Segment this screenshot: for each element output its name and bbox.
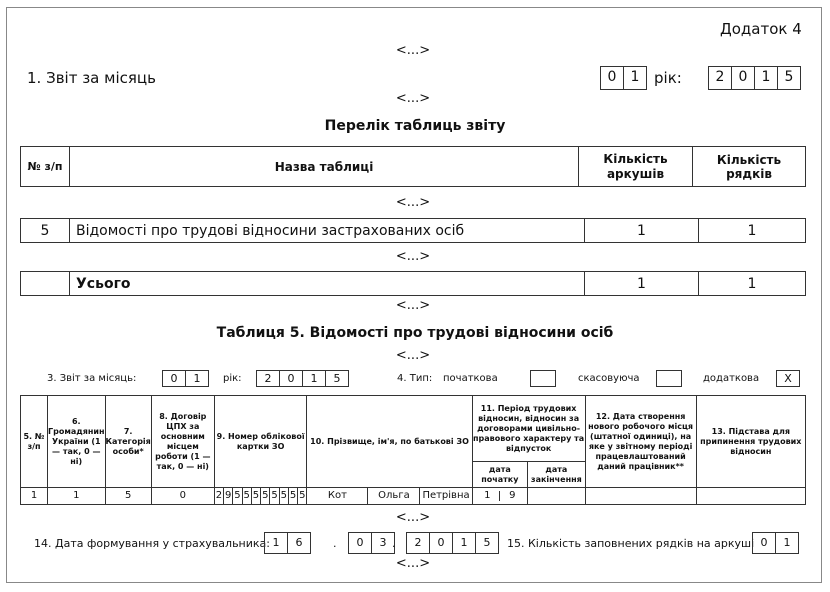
formation-month-digit: 0 [348, 532, 372, 554]
t5-header-9: 9. Номер облікової картки ЗО [214, 396, 307, 488]
list-table-total [20, 271, 806, 296]
type-initial-label: початкова [443, 373, 498, 384]
formation-day-digit: 6 [287, 532, 311, 554]
formation-year-digit: 1 [452, 532, 476, 554]
ellipsis: <...> [395, 298, 431, 313]
total-num [21, 272, 70, 296]
t5-card-digit: 5 [288, 488, 297, 505]
formation-year-digit: 5 [475, 532, 499, 554]
header-sheets: Кількість аркушів [579, 147, 693, 187]
t5-header-11: 11. Період трудових відносин, відносин за договорами цивільно-правового характеру та відпусток [472, 396, 585, 462]
rows-count-digit: 0 [752, 532, 776, 554]
annex-label: Додаток 4 [720, 20, 802, 38]
formation-month-digit: 3 [371, 532, 395, 554]
total-rows: 1 [699, 272, 806, 296]
t5-month-digit: 1 [185, 370, 209, 387]
t5-header-12: 12. Дата створення нового робочого місця (штатної одиниці), на яке у звітному періоді працевлаштований даний працівник** [585, 396, 696, 488]
row-name: Відомості про трудові відносини застрахованих осіб [70, 219, 585, 243]
type-cancel-checkbox[interactable] [656, 370, 682, 387]
year-digit: 1 [754, 66, 778, 90]
t5-row-num: 1 [21, 488, 48, 505]
t5-card-digit: 5 [270, 488, 279, 505]
list-title: Перелік таблиць звіту [324, 118, 506, 134]
row-sheets: 1 [585, 219, 699, 243]
t5-year-digit: 5 [325, 370, 349, 387]
row-num: 5 [21, 219, 70, 243]
type-additional-checkbox[interactable]: X [776, 370, 800, 387]
date-separator: . [333, 537, 337, 550]
t5-header-11-end: дата закінчення [528, 462, 586, 488]
type-additional-label: додаткова [703, 373, 760, 384]
t5-row-surname: Кот [307, 488, 368, 505]
t5-row-start-mark: 9 [509, 490, 516, 501]
t5-card-digit: 9 [224, 488, 233, 505]
list-table-header [20, 146, 806, 187]
t5-header-5: 5. № з/п [21, 396, 48, 488]
header-num: № з/п [21, 147, 70, 187]
t5-year-digit: 0 [279, 370, 303, 387]
formation-year-digit: 0 [429, 532, 453, 554]
ellipsis: <...> [395, 510, 431, 525]
t5-card-digit: 5 [242, 488, 251, 505]
formation-day-digit: 1 [264, 532, 288, 554]
t5-header-13: 13. Підстава для припинення трудових відносин [696, 396, 805, 488]
t5-year-digit: 2 [256, 370, 280, 387]
date-separator: . [392, 537, 396, 550]
ellipsis: <...> [395, 195, 431, 210]
formation-year-digit: 2 [406, 532, 430, 554]
total-label: Усього [70, 272, 585, 296]
t5-header-6: 6. Громадянин України (1 — так, 0 — ні) [48, 396, 106, 488]
t5-row-gph: 0 [151, 488, 214, 505]
t5-type-label: 4. Тип: [397, 373, 433, 384]
t5-header-11-start: дата початку [472, 462, 527, 488]
ellipsis: <...> [395, 91, 431, 106]
t5-card-digit: 5 [298, 488, 307, 505]
list-table-row [20, 218, 806, 243]
ellipsis: <...> [395, 556, 431, 571]
t5-row-reason [696, 488, 805, 505]
year-digit: 5 [777, 66, 801, 90]
t5-row-category: 5 [105, 488, 151, 505]
year-digit: 2 [708, 66, 732, 90]
year-label: рік: [654, 69, 682, 87]
formation-date-label: 14. Дата формування у страхувальника: [34, 537, 270, 550]
header-name: Назва таблиці [70, 147, 579, 187]
table5 [20, 395, 806, 505]
ellipsis: <...> [395, 43, 431, 58]
total-sheets: 1 [585, 272, 699, 296]
t5-row-citizen: 1 [48, 488, 106, 505]
ellipsis: <...> [395, 348, 431, 363]
t5-card-digit: 5 [279, 488, 288, 505]
table5-title: Таблиця 5. Відомості про трудові відносини осіб [216, 325, 614, 341]
t5-card-digit: 5 [261, 488, 270, 505]
t5-card-digit: 5 [233, 488, 242, 505]
report-month-digit: 0 [600, 66, 624, 90]
t5-card-digit: 5 [251, 488, 260, 505]
t5-row-start-day: 1 [475, 491, 500, 501]
t5-data-row [21, 488, 806, 505]
t5-row-new-place [585, 488, 696, 505]
t5-header-7: 7. Категорія особи* [105, 396, 151, 488]
t5-year-label: рік: [223, 373, 242, 384]
t5-row-name: Ольга [368, 488, 420, 505]
header-rows: Кількість рядків [693, 147, 806, 187]
type-initial-checkbox[interactable] [530, 370, 556, 387]
rows-count-label: 15. Кількість заповнених рядків на аркуші [507, 537, 755, 550]
t5-month-label: 3. Звіт за місяць: [47, 373, 137, 384]
report-month-label: 1. Звіт за місяць [27, 69, 156, 87]
year-digit: 0 [731, 66, 755, 90]
t5-header-10: 10. Прізвище, ім'я, по батькові ЗО [307, 396, 472, 488]
ellipsis: <...> [395, 249, 431, 264]
t5-row-patronymic: Петрівна [420, 488, 472, 505]
rows-count-digit: 1 [775, 532, 799, 554]
t5-month-digit: 0 [162, 370, 186, 387]
t5-card-digit: 2 [214, 488, 223, 505]
t5-year-digit: 1 [302, 370, 326, 387]
t5-header-8: 8. Договір ЦПХ за основним місцем роботи (1 — так, 0 — ні) [151, 396, 214, 488]
t5-row-start [472, 488, 527, 505]
t5-row-end [528, 488, 586, 505]
row-rows: 1 [699, 219, 806, 243]
report-month-digit: 1 [623, 66, 647, 90]
type-cancel-label: скасовуюча [578, 373, 640, 384]
